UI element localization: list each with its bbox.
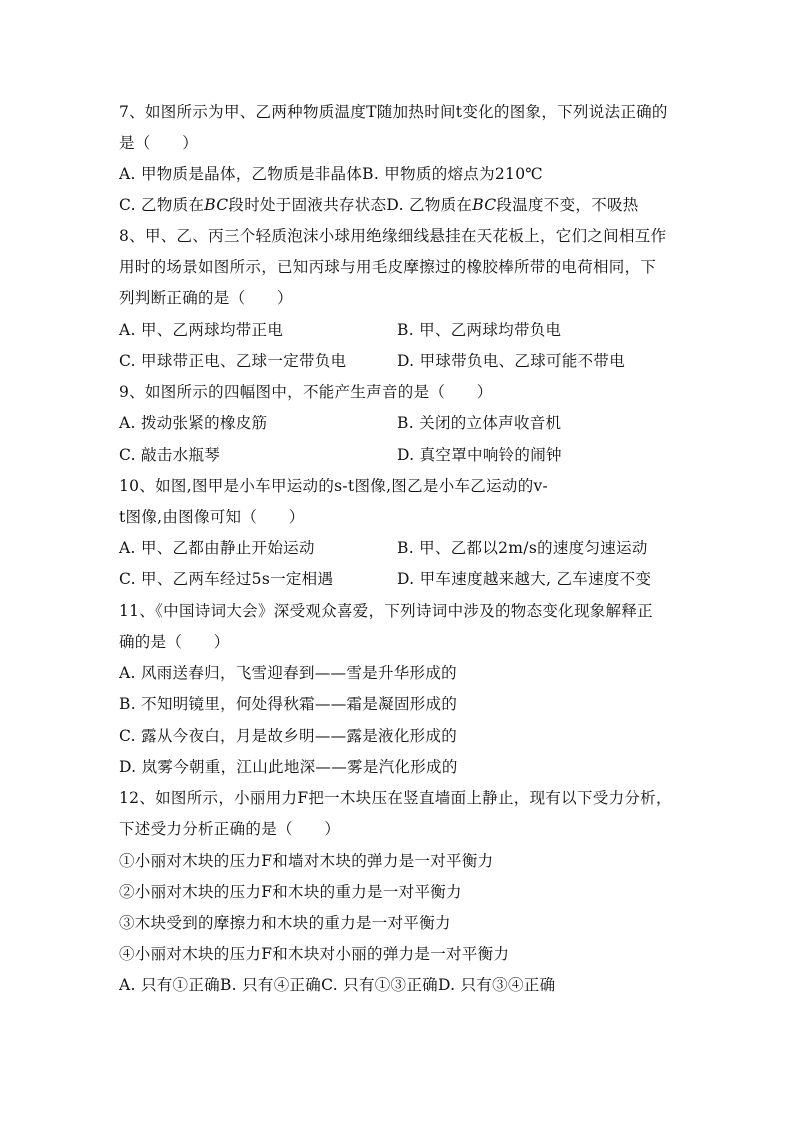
q8-stem-line1: 8、甲、乙、丙三个轻质泡沫小球用绝缘细线悬挂在天花板上，它们之间相互作 xyxy=(119,227,667,245)
q8-option-b: B. 甲、乙两球均带负电 xyxy=(397,321,562,339)
q9-option-c: C. 敲击水瓶琴 xyxy=(119,446,221,464)
q11-option-b: B. 不知明镜里，何处得秋霜——霜是凝固形成的 xyxy=(119,695,458,713)
q10-option-b: B. 甲、乙都以2m/s的速度匀速运动 xyxy=(397,539,648,557)
q11-stem-line1: 11、《中国诗词大会》深受观众喜爱，下列诗词中涉及的物态变化现象解释正 xyxy=(119,602,653,620)
q10-option-a: A. 甲、乙都由静止开始运动 xyxy=(119,539,315,557)
q12-options: A. 只有①正确B. 只有④正确C. 只有①③正确D. 只有③④正确 xyxy=(119,976,556,994)
q7-segment-bc: BC xyxy=(204,196,229,214)
q9-stem: 9、如图所示的四幅图中，不能产生声音的是（ ） xyxy=(119,383,493,401)
q7-option-cd-mid: 段时处于固液共存状态D. 乙物质在 xyxy=(228,196,473,214)
q7-options-cd xyxy=(119,195,639,215)
q12-stem-line1: 12、如图所示，小丽用力F把一木块压在竖直墙面上静止，现有以下受力分析， xyxy=(119,789,672,807)
q11-option-d: D. 岚雾今朝重，江山此地深——雾是汽化形成的 xyxy=(119,758,458,776)
q10-stem-line1: 10、如图,图甲是小车甲运动的s-t图像,图乙是小车乙运动的v- xyxy=(119,477,549,495)
q12-statement-4: ④小丽对木块的压力F和木块对小丽的弹力是一对平衡力 xyxy=(119,945,510,963)
q11-stem-line2: 确的是（ ） xyxy=(119,633,230,651)
q7-option-d-text: 段温度不变，不吸热 xyxy=(496,196,639,214)
q8-option-c: C. 甲球带正电、乙球一定带负电 xyxy=(119,352,347,370)
q7-stem-line2: 是（ ） xyxy=(119,134,199,152)
q8-option-a: A. 甲、乙两球均带正电 xyxy=(119,321,284,339)
q7-option-c-text: C. 乙物质在 xyxy=(119,196,205,214)
q10-option-d: D. 甲车速度越来越大, 乙车速度不变 xyxy=(397,570,652,588)
q7-options-ab: A. 甲物质是晶体，乙物质是非晶体B. 甲物质的熔点为210℃ xyxy=(119,165,544,183)
q12-statement-1: ①小丽对木块的压力F和墙对木块的弹力是一对平衡力 xyxy=(119,852,494,870)
q12-statement-3: ③木块受到的摩擦力和木块的重力是一对平衡力 xyxy=(119,914,451,932)
q10-stem-line2: t图像,由图像可知（ ） xyxy=(119,508,305,526)
q11-option-a: A. 风雨送春归，飞雪迎春到——雪是升华形成的 xyxy=(119,664,457,682)
q9-option-d: D. 真空罩中响铃的闹钟 xyxy=(397,446,562,464)
q10-option-c: C. 甲、乙两车经过5s一定相遇 xyxy=(119,570,334,588)
q9-option-a: A. 拨动张紧的橡皮筋 xyxy=(119,414,268,432)
q12-statement-2: ②小丽对木块的压力F和木块的重力是一对平衡力 xyxy=(119,883,462,901)
q9-option-b: B. 关闭的立体声收音机 xyxy=(397,414,562,432)
q8-stem-line2: 用时的场景如图所示，已知丙球与用毛皮摩擦过的橡胶棒所带的电荷相同，下 xyxy=(119,258,657,276)
q11-option-c: C. 露从今夜白，月是故乡明——露是液化形成的 xyxy=(119,727,458,745)
q7-segment-bc: BC xyxy=(472,196,497,214)
q8-option-row1 xyxy=(119,320,283,340)
q7-stem-line1: 7、如图所示为甲、乙两种物质温度T随加热时间t变化的图象，下列说法正确的 xyxy=(119,103,668,121)
q12-stem-line2: 下述受力分析正确的是（ ） xyxy=(119,820,341,838)
q8-stem-line3: 列判断正确的是（ ） xyxy=(119,289,293,307)
q8-option-d: D. 甲球带负电、乙球可能不带电 xyxy=(397,352,626,370)
